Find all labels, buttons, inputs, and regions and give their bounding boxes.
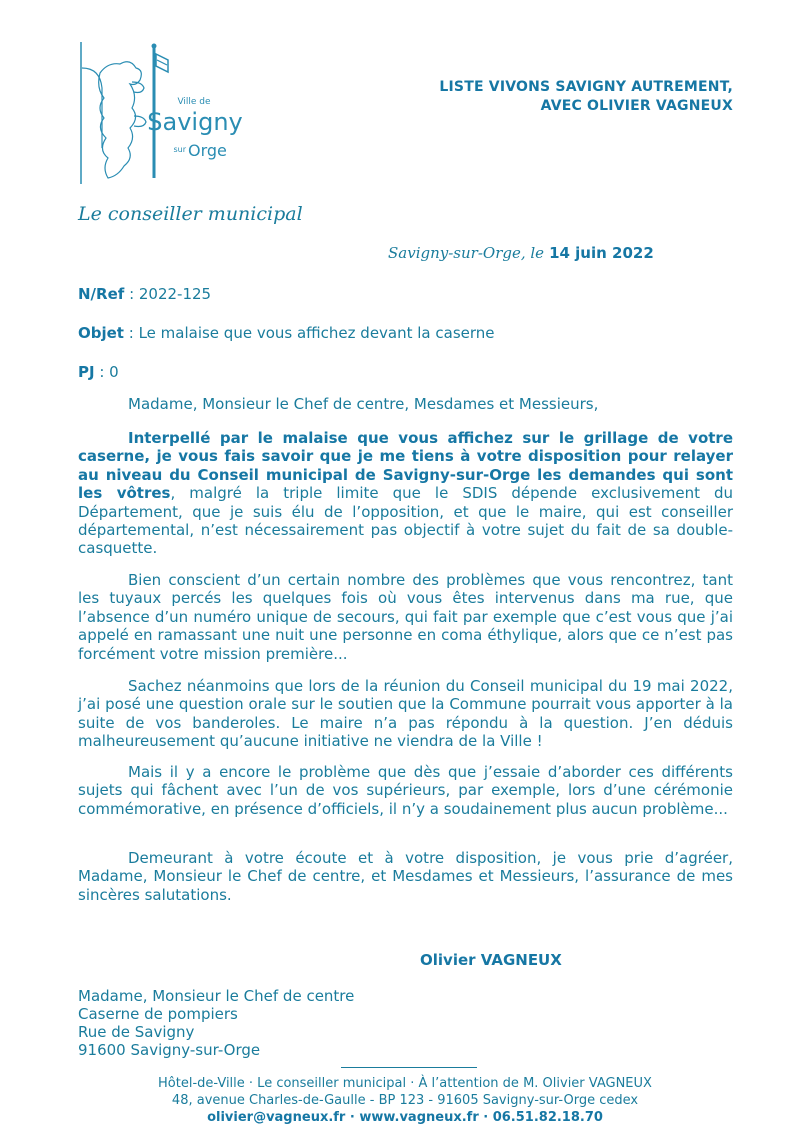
paragraph-2 — [78, 571, 733, 663]
city-logo — [78, 38, 248, 188]
paragraph-5-text: Demeurant à votre écoute et à votre disposition, je vous prie d’agréer, Madame, Monsieur le Chef de centre, et Mesdames et Messieurs, l’assurance de mes sincères salutations. — [78, 849, 733, 904]
logo-text-line1: Ville de — [177, 97, 211, 107]
footer-divider — [341, 1067, 477, 1068]
reference-line — [78, 285, 211, 303]
date-line — [388, 244, 654, 262]
sender-role: Le conseiller municipal — [78, 203, 303, 225]
paragraph-1-bold: Interpellé par le malaise que vous affichez sur le grillage de votre caserne, je vous fais savoir que je me tiens à votre disposition pour relayer au niveau du Conseil municipal de Savigny-sur-Orge les demandes qui sont les vôtres — [78, 429, 733, 503]
paragraph-1 — [78, 429, 733, 558]
recipient-line3: Rue de Savigny — [78, 1023, 195, 1041]
paragraph-3-text: Sachez néanmoins que lors de la réunion du Conseil municipal du 19 mai 2022, j’ai posé une question orale sur le soutien que la Commune pourrait vous apporter à la suite de vos banderoles. Le maire n’a pas répondu à la question. J’en déduis malheureusement qu’aucune initiative ne viendra de la Ville ! — [78, 677, 733, 751]
list-title-line2: AVEC OLIVIER VAGNEUX — [540, 98, 733, 114]
recipient-address — [78, 987, 354, 1059]
footer — [0, 1075, 810, 1126]
list-title — [439, 78, 733, 116]
recipient-line1: Madame, Monsieur le Chef de centre — [78, 987, 355, 1005]
recipient-line4: 91600 Savigny-sur-Orge — [78, 1041, 261, 1059]
salutation-text: Madame, Monsieur le Chef de centre, Mesdames et Messieurs, — [128, 395, 599, 413]
footer-line1: Hôtel-de-Ville · Le conseiller municipal · À l’attention de M. Olivier VAGNEUX — [158, 1076, 652, 1091]
recipient-line2: Caserne de pompiers — [78, 1005, 238, 1023]
paragraph-4 — [78, 763, 733, 818]
list-title-line1: LISTE VIVONS SAVIGNY AUTREMENT, — [439, 79, 733, 95]
paragraph-3 — [78, 677, 733, 751]
paragraph-5 — [78, 849, 733, 904]
logo-text-line3a: sur — [173, 145, 186, 154]
footer-contact: olivier@vagneux.fr · www.vagneux.fr · 06.51.82.18.70 — [207, 1110, 603, 1125]
reference-label: N/Ref — [78, 285, 125, 303]
logo-text-line2: Savigny — [147, 108, 243, 136]
attachments-label: PJ — [78, 363, 95, 381]
paragraph-1-rest: , malgré la triple limite que le SDIS dépende exclusivement du Département, que je suis élu de l’opposition, et que le maire, qui est conseiller départemental, n’est nécessairement pas objectif à votre sujet du fait de sa double-casquette. — [78, 484, 734, 558]
paragraph-4-text: Mais il y a encore le problème que dès que j’essaie d’aborder ces différents sujets qui fâchent avec l’un de vos supérieurs, par exemple, lors d’une cérémonie commémorative, en présence d’officiels, il n’y a soudainement plus aucun problème... — [78, 763, 733, 818]
subject-value: : Le malaise que vous affichez devant la caserne — [123, 324, 495, 342]
attachments-value: : 0 — [94, 363, 119, 381]
subject-label: Objet — [78, 324, 124, 342]
paragraph-2-text: Bien conscient d’un certain nombre des problèmes que vous rencontrez, tant les tuyaux percés les quelques fois où vous êtes intervenus dans ma rue, que l’absence d’un numéro unique de secours, qui fait par exemple que c’est vous que j’ai appelé en ramassant une nuit une personne en coma éthylique, alors que ce n’est pas forcément votre mission première... — [78, 571, 733, 663]
subject-line — [78, 324, 495, 342]
logo-text-line3b: Orge — [188, 141, 227, 160]
reference-value: : 2022-125 — [124, 285, 212, 303]
date-value: 14 juin 2022 — [549, 244, 654, 262]
signature: Olivier VAGNEUX — [420, 951, 562, 969]
lion-crest-icon — [78, 38, 248, 188]
footer-line2: 48, avenue Charles-de-Gaulle - BP 123 - 91605 Savigny-sur-Orge cedex — [171, 1093, 639, 1108]
attachments-line — [78, 363, 119, 381]
salutation — [78, 395, 733, 413]
date-place: Savigny-sur-Orge, le — [388, 244, 545, 262]
